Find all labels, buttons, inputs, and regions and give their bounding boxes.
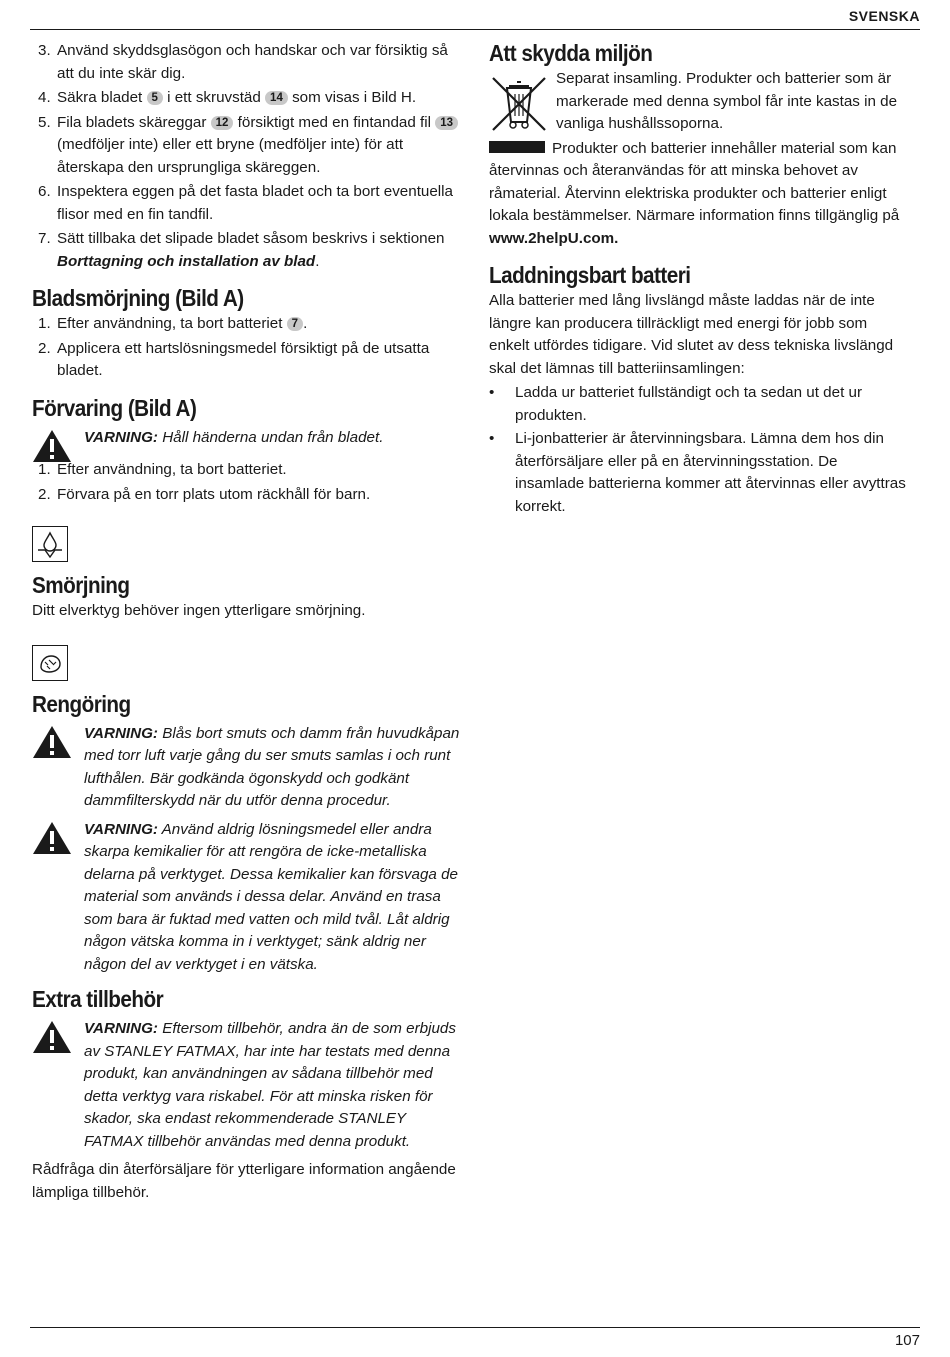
warning-triangle-icon — [32, 429, 72, 463]
language-label: SVENSKA — [848, 8, 920, 24]
part-number-badge: 5 — [147, 91, 163, 105]
recycling-block — [489, 68, 909, 136]
list-item: 1. Efter användning, ta bort batteriet. — [38, 461, 287, 478]
list-item: • Li-jonbatterier är återvinningsbara. Lämna dem hos din återförsäljare eller på en återvinningsstation. De insamlade batterierna kommer att återvinnas eller avyttras korrekt. — [489, 428, 909, 518]
left-column — [32, 40, 462, 1204]
lubrication-text: Ditt elverktyg behöver ingen ytterligare smörjning. — [32, 602, 366, 619]
warning-block: VARNING: Håll händerna undan från bladet. — [32, 427, 462, 450]
section-title-rechargeable-battery: Laddningsbart batteri — [489, 262, 691, 288]
recycling-info: Produkter och batterier innehåller material som kan återvinnas och återanvändas för att minska behovet av råmaterial. Återvinn elektriska produkter och batterier enligt lokala bestämmelser. Närmare information finns tillgänglig på www.2helpU.com. — [489, 139, 900, 247]
list-item: 6. Inspektera eggen på det fasta bladet och ta bort eventuella flisor med en fin tandfil. — [38, 183, 454, 223]
list-item: • Ladda ur batteriet fullständigt och ta sedan ut det ur produkten. — [489, 382, 909, 427]
section-title-environment: Att skydda miljön — [489, 40, 653, 66]
list-item: 2. Applicera ett hartslösningsmedel försiktigt på de utsatta bladet. — [38, 339, 430, 379]
page-number: 107 — [894, 1332, 920, 1349]
accessories-text: Rådfråga din återförsäljare för ytterligare information angående lämpliga tillbehör. — [32, 1161, 456, 1201]
footer-rule — [30, 1327, 920, 1328]
list-item: 7. Sätt tillbaka det slipade bladet såsom beskrivs i sektionen Borttagning och installation av blad. — [38, 230, 445, 270]
part-number-badge: 12 — [211, 116, 234, 130]
lubrication-steps — [32, 313, 462, 383]
section-title-accessories: Extra tillbehör — [32, 986, 164, 1012]
crossed-out-bin-icon — [489, 72, 549, 132]
warning-block: VARNING: Blås bort smuts och damm från huvudkåpan med torr luft varje gång du ser smuts samlas i och runt lufthålen. Bär godkända ögonskydd och godkänt dammfilterskydd när du utför denna procedur. — [32, 723, 462, 813]
part-number-badge: 7 — [287, 317, 303, 331]
list-item: 5. Fila bladets skäreggar 12 försiktigt med en fintandad fil 13 (medföljer inte) eller ett bryne (medföljer inte) för att återskapa den ursprungliga skäreggen. — [32, 112, 462, 180]
section-title-lubrication: Smörjning — [32, 572, 130, 598]
list-item: 1. Efter användning, ta bort batteriet 7 . — [38, 315, 308, 332]
sharpening-steps — [32, 40, 462, 273]
warning-triangle-icon — [32, 725, 72, 759]
warning-triangle-icon — [32, 821, 72, 855]
separate-collection-text: Separat insamling. Produkter och batterier som är markerade med denna symbol får inte kastas in de vanliga hushållssoporna. — [556, 70, 898, 132]
list-item: 2. Förvara på en torr plats utom räckhåll för barn. — [38, 485, 371, 503]
oil-drop-icon — [32, 526, 68, 562]
storage-steps — [32, 459, 462, 506]
warning-triangle-icon — [32, 1020, 72, 1054]
warning-block: VARNING: Eftersom tillbehör, andra än de som erbjuds av STANLEY FATMAX, har inte har testats med denna produkt, kan användningen av sådana tillbehör med detta verktyg vara riskabel. För att minska risken för skador, ska endast rekommenderade STANLEY FATMAX tillbehör användas med denna produkt. — [32, 1018, 462, 1153]
battery-text: Alla batterier med lång livslängd måste laddas när de inte längre kan producera tillräckligt med energi för jobb som enkelt utfördes tidigare. Vid slutet av dess tekniska livslängd skal det lämnas till batteriinsamlingen: — [489, 292, 894, 377]
right-column — [489, 40, 909, 518]
section-title-blade-lubrication: Bladsmörjning (Bild A) — [32, 285, 244, 311]
list-item: 3. Använd skyddsglasögon och handskar och var försiktig så att du inte skär dig. — [38, 42, 448, 82]
battery-list — [489, 382, 909, 518]
section-reference: Borttagning och installation av blad — [57, 252, 316, 270]
part-number-badge: 14 — [265, 91, 288, 105]
part-number-badge: 13 — [435, 116, 458, 130]
website-link[interactable]: www.2helpU.com. — [489, 229, 619, 247]
header-rule — [30, 29, 920, 30]
section-title-cleaning: Rengöring — [32, 690, 131, 717]
list-item: 4. Säkra bladet 5 i ett skruvstäd 14 som visas i Bild H. — [38, 89, 417, 106]
section-title-storage: Förvaring (Bild A) — [32, 394, 197, 421]
black-bar-symbol — [489, 141, 545, 153]
warning-block: VARNING: Använd aldrig lösningsmedel eller andra skarpa kemikalier för att rengöra de icke-metalliska delarna på verktyget. Dessa kemikalier kan försvaga de material som används i dessa delar. Använd en trasa som bara är fuktad med vatten och mild tvål. Låt aldrig någon vätska komma in i verktyget; sänk aldrig ner någon del av verktyget i en vätska. — [32, 819, 462, 977]
cleaning-icon — [32, 645, 68, 681]
